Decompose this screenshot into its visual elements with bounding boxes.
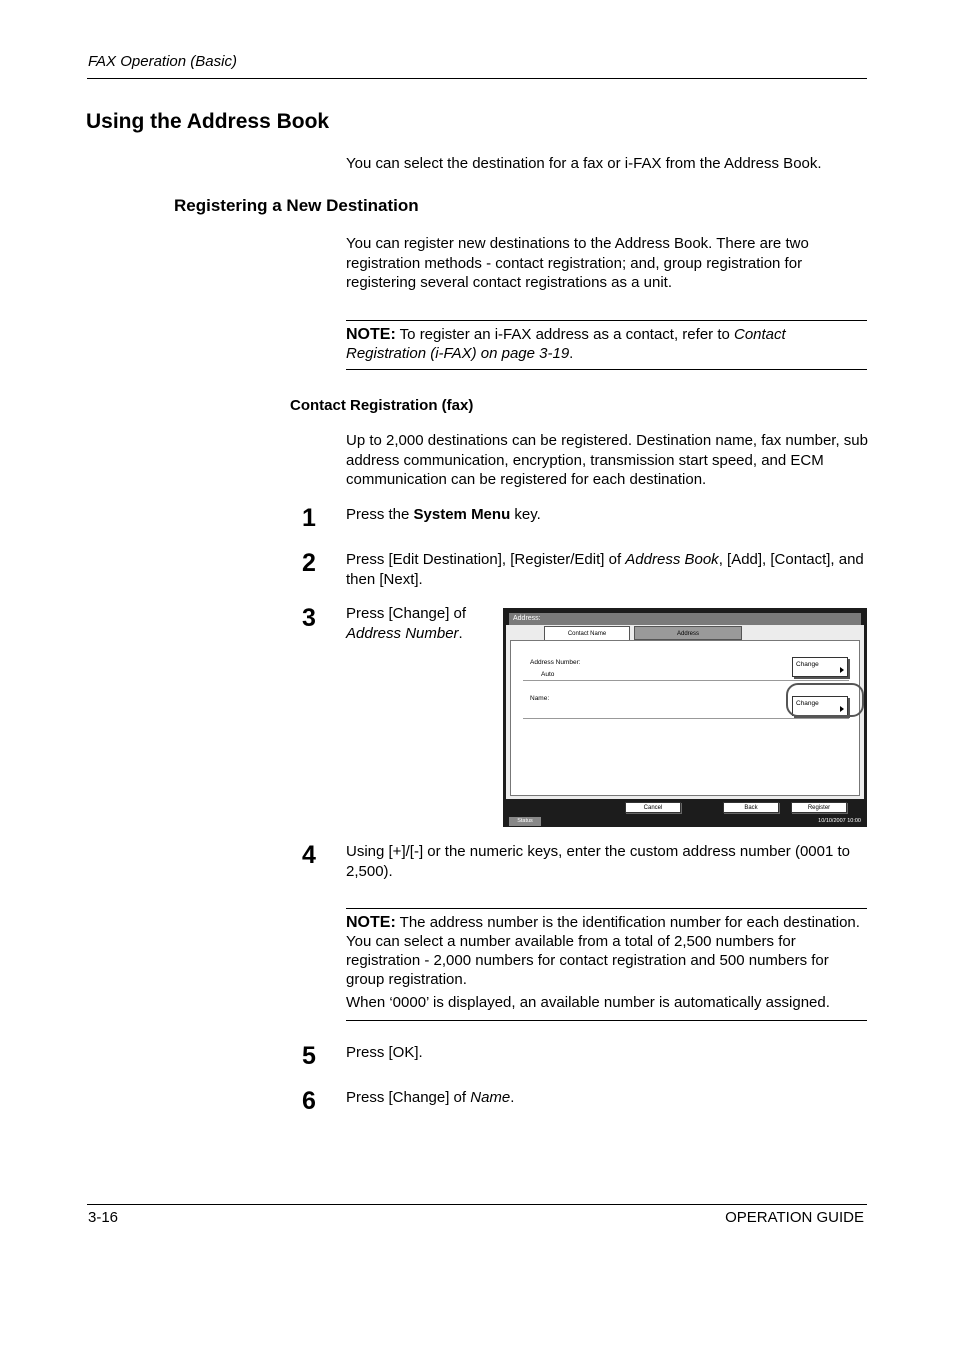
- step-italic: Name: [470, 1089, 511, 1106]
- page-title: Using the Address Book: [86, 110, 330, 133]
- screen-body: [506, 625, 864, 799]
- tab-address[interactable]: Address: [634, 626, 742, 640]
- step-number: 6: [302, 1087, 316, 1115]
- address-number-value: Auto: [541, 671, 555, 678]
- arrow-right-icon: [840, 667, 844, 673]
- step-text: Using [+]/[-] or the numeric keys, enter the custom address number (0001 to 2,500).: [346, 843, 850, 880]
- note-text-end: .: [569, 345, 574, 362]
- step-number: 1: [302, 504, 316, 532]
- row-divider: [523, 718, 849, 719]
- step-text-part: .: [458, 624, 463, 642]
- header-rule: [87, 78, 867, 79]
- note-label: NOTE:: [346, 914, 396, 931]
- page-number: 3-16: [88, 1209, 119, 1226]
- name-label: Name:: [530, 695, 550, 702]
- note-label: NOTE:: [346, 326, 396, 343]
- step-text: [346, 1088, 868, 1108]
- note-text: To register an i-FAX address as a contact, refer to: [395, 326, 734, 343]
- section-heading: Registering a New Destination: [174, 196, 419, 215]
- note-box-2: [346, 908, 867, 1021]
- cancel-button[interactable]: Cancel: [625, 802, 681, 813]
- step-italic: Address Book: [625, 551, 719, 568]
- screen-panel: [510, 640, 860, 796]
- step-text-part: Press [Change] of: [346, 605, 467, 622]
- step-text: [346, 550, 868, 589]
- row-divider: [523, 680, 849, 681]
- step-key-name: System Menu: [413, 506, 511, 523]
- note-box-1: [346, 320, 867, 370]
- change-label: Change: [796, 700, 819, 707]
- change-label: Change: [796, 661, 819, 668]
- step-text-part: , [Add], [Contact], and then [Next].: [346, 551, 864, 588]
- note-link[interactable]: Contact Registration (i-FAX) on page 3-19: [346, 326, 786, 362]
- step-number: 2: [302, 549, 316, 577]
- step-text-part: key.: [510, 506, 541, 523]
- step-text: [346, 604, 486, 643]
- back-button[interactable]: Back: [723, 802, 779, 813]
- tab-contact-name[interactable]: Contact Name: [544, 626, 630, 640]
- step-text-part: Press [Edit Destination], [Register/Edit] of: [346, 551, 626, 568]
- step-number: 5: [302, 1042, 316, 1070]
- change-address-number-button[interactable]: [792, 657, 848, 677]
- panel-screenshot: [503, 608, 867, 827]
- step-number: 4: [302, 841, 316, 869]
- subsection-heading: Contact Registration (fax): [290, 397, 474, 414]
- step-text-part: Press the: [346, 506, 414, 523]
- step-number: 3: [302, 604, 316, 632]
- address-number-label: Address Number:: [530, 659, 581, 666]
- step-text-part: Press [Change] of: [346, 1089, 471, 1106]
- step-text: [346, 505, 868, 525]
- status-button[interactable]: Status: [509, 817, 541, 826]
- guide-title: OPERATION GUIDE: [725, 1209, 864, 1226]
- screen-title: Address:: [509, 613, 861, 625]
- step-text-part: .: [510, 1089, 515, 1106]
- footer-rule: [87, 1204, 867, 1205]
- registration-paragraph: You can register new destinations to the Address Book. There are two registration methods - contact registration; and, group registration for registering several contact registrations as a unit.: [346, 235, 809, 291]
- note-text: The address number is the identification number for each destination. You can select a number available from a total of 2,500 numbers for registration - 2,000 numbers for contact registration and 500 numbers for group registration.: [346, 914, 860, 988]
- register-button[interactable]: Register: [791, 802, 847, 813]
- datetime: 10/10/2007 10:00: [818, 818, 861, 824]
- intro-paragraph: You can select the destination for a fax or i-FAX from the Address Book.: [346, 155, 822, 172]
- contact-paragraph: Up to 2,000 destinations can be registered. Destination name, fax number, sub address communication, encryption, transmission start speed, and ECM communication can be registered for each destination.: [346, 432, 868, 488]
- step-text: Press [OK].: [346, 1044, 423, 1061]
- step-italic: Address Number: [346, 624, 459, 642]
- running-header: FAX Operation (Basic): [88, 53, 237, 70]
- note-text-2: When ‘0000’ is displayed, an available number is automatically assigned.: [346, 994, 830, 1011]
- highlight-ring: [786, 683, 864, 717]
